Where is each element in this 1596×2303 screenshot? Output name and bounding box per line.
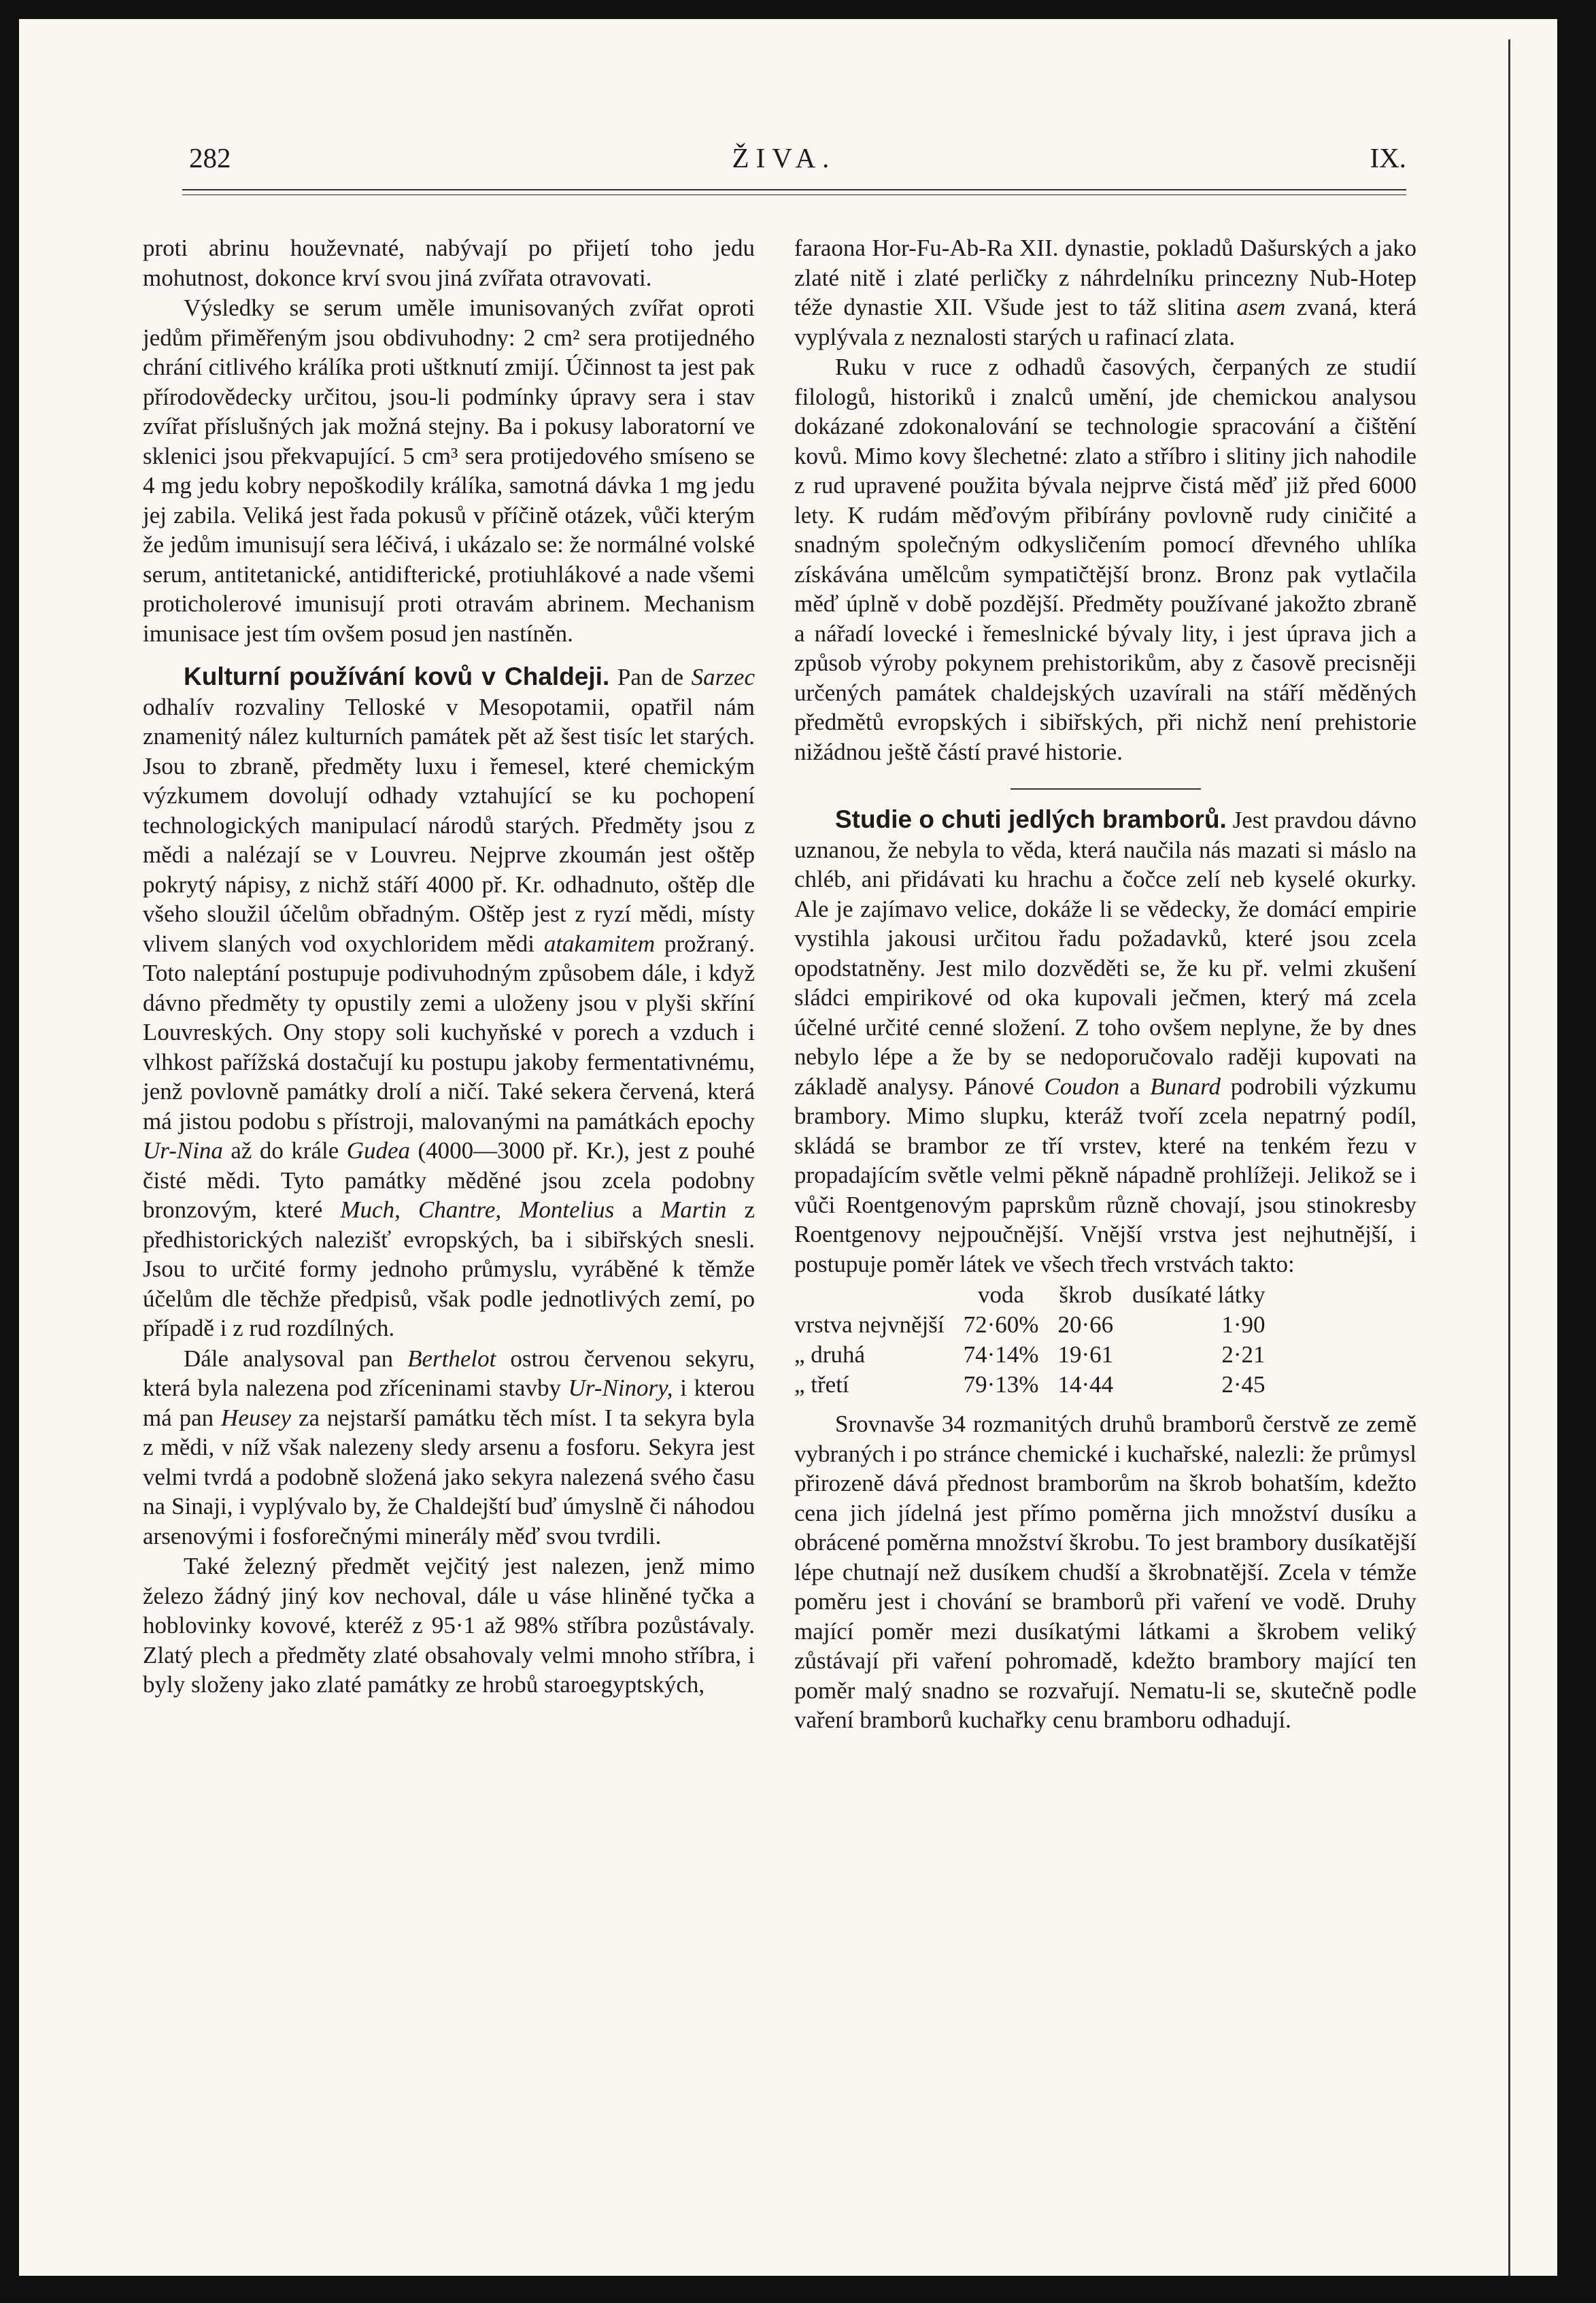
person-name: Much, Chantre, Montelius <box>340 1196 615 1223</box>
journal-title: ŽIVA. <box>732 142 836 173</box>
section-title: Studie o chuti jedlých bramborů. <box>835 805 1227 833</box>
table-row: „ druhá 74·14% 19·61 2·21 <box>794 1341 1266 1368</box>
place-name: Ur-Ninory, <box>568 1375 673 1401</box>
table-row: „ třetí 79·13% 14·44 2·45 <box>794 1371 1266 1398</box>
paragraph: Dále analysoval pan Berthelot ostrou červenou sekyru, která byla nalezena pod zříceninami stavby Ur-Ninory, i kterou má pan Heusey za nejstarší památku těch míst. I ta sekyra byla z mědi, v níž však nalezeny sledy arsenu a fosforu. Sekyra jest velmi tvrdá a podobně složená jako sekyra nalezená svého času na Sinaji, i vyplývalo by, že Chaldejští buď úmyslně či náhodou arsenovými i fosforečnými minerály měď svou tvrdili. <box>143 1345 755 1549</box>
composition-table <box>794 1280 1275 1400</box>
paragraph: Ruku v ruce z odhadů časových, čerpaných ze studií filologů, historiků i znalců umění, jde chemickou analysou dokázané zdokonalování se technologie spracování a čištění kovů. Mimo kovy šlechetné: zlato a stříbro i slitiny jich nahodile z rud upravené použita bývala nejprve čistá měď již před 6000 lety. K rudám měďovým přibírány povlovně rudy ciničité a snadným společným odkysličením pomocí dřevného uhlíka získávána umělcům sympatičtější bronz. Bronz pak vytlačila měď úplně v době pozdější. Předměty používané jakožto zbraně a nářadí lovecké i řemeslnické bývaly lity, i jest úprava jich a způsob výroby pokynem prehistorikům, aby z časově precisněji určených památek chaldejských uzavírali na stáří měděných předmětů evropských i sibiřských, při nichž není prehistorie nižádnou ještě částí pravé historie. <box>794 354 1416 765</box>
section-paragraph: Studie o chuti jedlých bramborů. Jest pravdou dávno uznanou, že nebyla to věda, která naučila nás mazati si máslo na chléb, ani přidávati ku hrachu a čočce zelí neb kyselé okurky. Ale je zajímavo velice, dokáže li se vědecky, že domácí empirie vystihla jakousi určitou řadu požadavků, které jsou zcela opodstatněny. Jest milo dozvěděti se, že ku př. velmi zkušení sládci empirikové od oka kupovali ječmen, který má zcela účelné určité cenné složení. Z toho ovšem neplyne, že by dnes nebylo lépe a že by se nedoporučovalo raději kupovati na základě analysy. Pánové Coudon a Bunard podrobili výzkumu brambory. Mimo slupku, kteráž tvoří zcela nepatrný podíl, skládá se brambor ze tří vrstev, které na tenkém řezu v propadajícím světle velmi pěkně nápadně prohlížeji. Jelikož se i vůči Roentgenovým paprskům různě chovají, jsou stinokresby Roentgenovy nejpoučnější. Vnější vrstva jest nejhutnější, i postupuje poměr látek ve všech třech vrstvách takto: <box>794 805 1417 1277</box>
paragraph: faraona Hor-Fu-Ab-Ra XII. dynastie, pokladů Dašurských a jako zlaté nitě i zlaté perličky z náhrdelníku princezny Nub-Hotep téže dynastie XII. Všude jest to táž slitina asem zvaná, která vyplývala z neznalosti starých u rafinací zlata. <box>794 235 1417 350</box>
person-name: Gudea <box>346 1137 410 1164</box>
person-name: Heusey <box>221 1404 292 1431</box>
section-title: Kulturní používání kovů v Chaldeji. <box>184 662 610 690</box>
term: atakamitem <box>543 930 656 957</box>
left-column <box>143 233 755 1700</box>
section-divider <box>1011 788 1201 790</box>
table-row: vrstva nejvnější 72·60% 20·66 1·90 <box>794 1311 1266 1338</box>
header-rule <box>182 189 1406 190</box>
person-name: Martin <box>660 1196 727 1223</box>
paragraph: Srovnavše 34 rozmanitých druhů bramborů čerstvě ze země vybraných i po stránce chemické i kuchařské, nalezli: že průmysl přirozeně dává přednost bramborům na škrob bohatším, kdežto cena jich jídelná jest přímo poměrna jich množství dusíku a obrácené poměrna množství škrobu. To jest brambory dusíkatější lépe chutnají než dusíkem chudší a škrobnatější. Zcela v témže poměru jest i chování se bramborů při vaření ve vodě. Druhy mající poměr mezi dusíkatými látkami a škrobem veliký zůstávají při vaření pohromadě, kdežto brambory mající ten poměr malý snadno se rozvařují. Nematu-li se, skutečně podle vaření bramborů kuchařky cenu bramboru odhadují. <box>794 1411 1416 1733</box>
volume-number: IX. <box>1370 142 1406 173</box>
page-number: 282 <box>189 142 231 173</box>
page-header <box>162 141 1406 182</box>
paragraph: proti abrinu houževnaté, nabývají po přijetí toho jedu mohutnost, dokonce krví svou jiná zvířata otravovati. <box>143 235 755 291</box>
person-name: Berthelot <box>407 1345 496 1372</box>
person-name: Coudon <box>1044 1073 1120 1100</box>
person-name: Bunard <box>1150 1073 1221 1100</box>
page <box>19 19 1557 2276</box>
place-name: Ur-Nina <box>143 1137 223 1164</box>
table-header-row: voda škrob dusíkaté látky <box>978 1281 1266 1308</box>
person-name: Sarzec <box>691 664 755 690</box>
paragraph: Výsledky se serum uměle imunisovaných zvířat oproti jedům přiměřeným jsou obdivuhodny: 2 cm² sera protijedného chrání citlivého králíka proti uštknutí zmijí. Účinnost ta jest pak přírodovědecky určitou, jsou-li podmínky úpravy sera i stav zvířat příslušných jak možná stejny. Ba i pokusy laboratorní ve sklenici jsou překvapující. 5 cm³ sera protijedového smíseno se 4 mg jedu kobry nepoškodily králíka, samotná dávka 1 mg jedu jej zabila. Veliká jest řada pokusů v příčině otázek, vůči kterým že jedům imunisují sera léčivá, i ukázalo se: že normálné volské serum, antitetanické, antidifterické, protiuhlákové a nade všemi proticholerové imunisují proti otravám abrinem. Mechanism imunisace jest tím ovšem posud jen nastíněn. <box>143 295 755 647</box>
binding-edge <box>1508 39 1520 2276</box>
paragraph: Také železný předmět vejčitý jest nalezen, jenž mimo železo žádný jiný kov nechoval, dále u váse hliněné tyčka a hoblovinky kovové, kteréž z 95·1 až 98% stříbra pozůstávaly. Zlatý plech a předměty zlaté obsahovaly velmi mnoho stříbra, i byly složeny jako zlaté památky ze hrobů staroegyptských, <box>143 1553 755 1698</box>
term: asem <box>1236 294 1286 320</box>
right-column <box>794 233 1416 1735</box>
section-paragraph: Kulturní používání kovů v Chaldeji. Pan de Sarzec odhalív rozvaliny Telloské v Mesopotamii, opatřil nám znamenitý nález kulturních památek pět až šest tisíc let starých. Jsou to zbraně, předměty luxu i řemesel, které chemickým výzkumem dovolují odhady vztahující se ku pochopení technologických manipulací národů starých. Předměty jsou z mědi a nalézají se v Louvreu. Nejprve zkoumán jest oštěp pokrytý nápisy, z nichž stáří 4000 př. Kr. odhadnuto, oštěp dle všeho sloužil účelům obřadným. Oštěp jest z ryzí mědi, místy vlivem slaných vod oxychloridem mědi atakamitem prožraný. Toto naleptání postupuje podivuhodným způsobem dále, i když dávno předměty ty opustily zemi a uloženy jsou v plyši skříní Louvreských. Ony stopy soli kuchyňské v porech a vzduch i vlhkost pařížská dostačují ku postupu jakoby fermentativnému, jenž povlovně památky drolí a ničí. Také sekera červená, která má jistou podobu s přístroji, malovanými na památkách epochy Ur-Nina až do krále Gudea (4000—3000 př. Kr.), jest z pouhé čisté mědi. Tyto památky měděné jsou zcela podobny bronzovým, které Much, Chantre, Montelius a Martin z předhistorických nalezišť evropských, ba i sibiřských snesli. Jsou to určité formy jednoho průmyslu, vyráběné k těmže účelům dle těchže předpisů, však podle jednotlivých zemí, po případě i z rud rozdílných. <box>143 662 755 1341</box>
